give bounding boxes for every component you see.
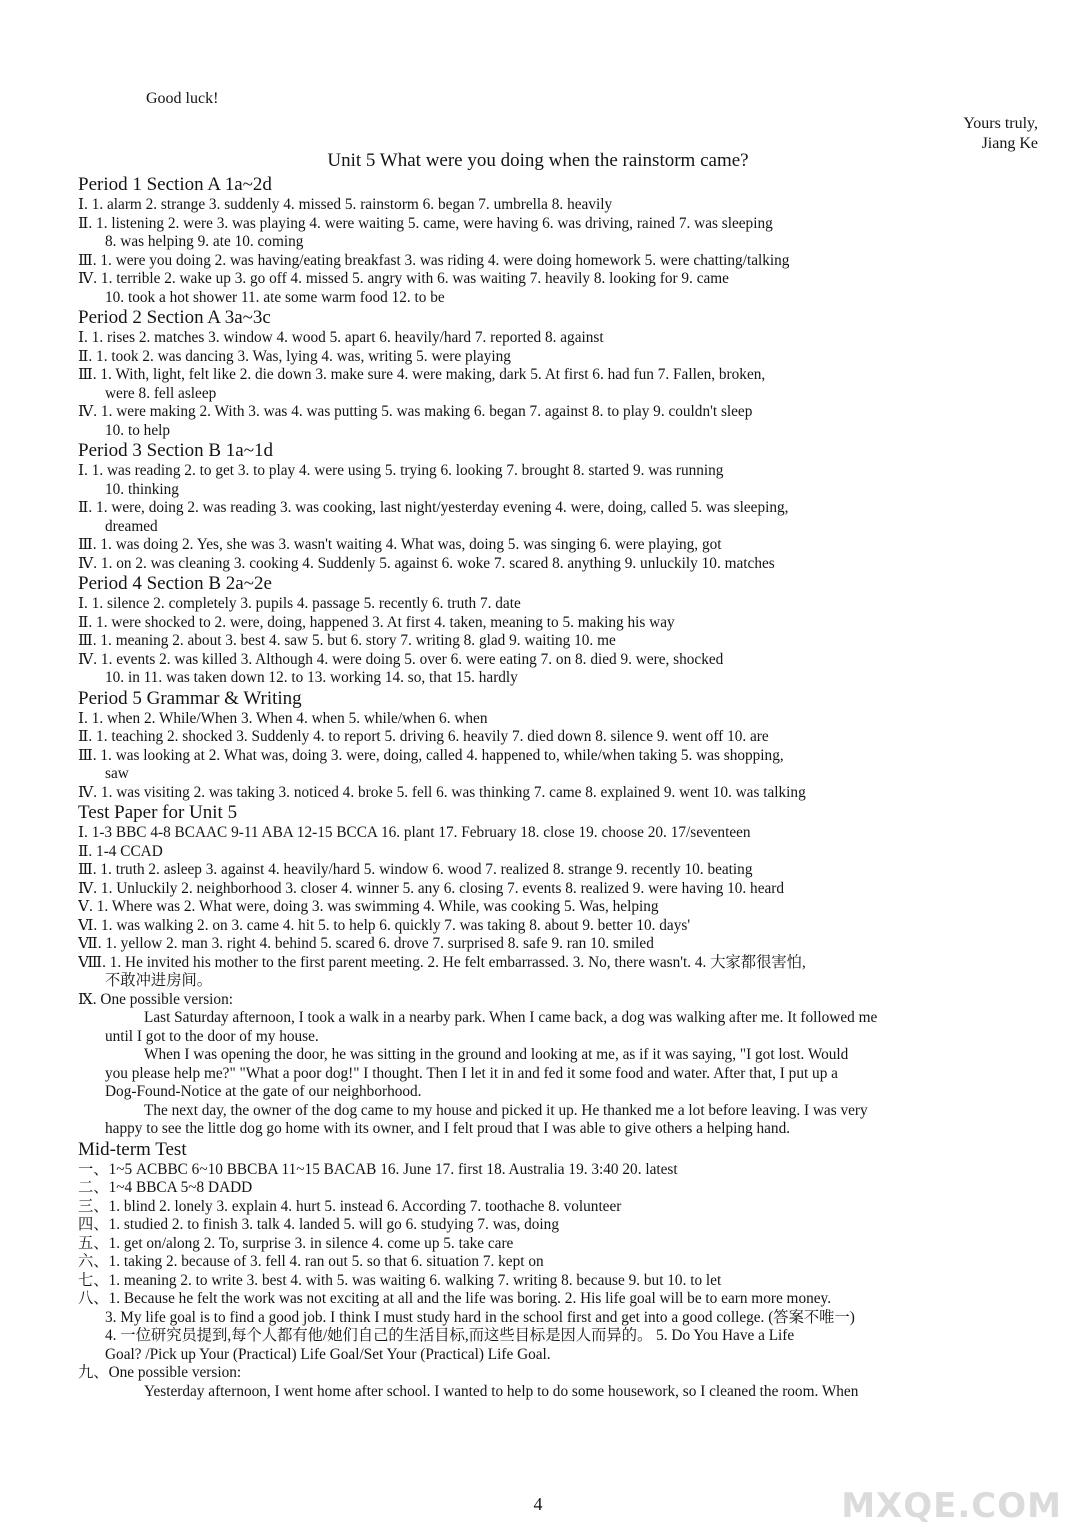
answer-line: Ⅲ. 1. were you doing 2. was having/eating breakfast 3. was riding 4. were doing homework 5. were chatting/talking — [78, 251, 790, 269]
answer-line: Ⅳ. 1. terrible 2. wake up 3. go off 4. missed 5. angry with 6. was waiting 7. heavily 8. looking for 9. came — [78, 270, 729, 287]
section-heading: Period 1 Section A 1a~2d — [78, 174, 272, 195]
answer-content — [78, 174, 1040, 1401]
essay-paragraph-line — [78, 1065, 1040, 1084]
answer-line-continued: 10. in 11. was taken down 12. to 13. working 14. so, that 15. hardly — [105, 669, 518, 686]
answer-line: Ⅱ. 1. listening 2. were 3. was playing 4. were waiting 5. came, were having 6. was driving, rained 7. was sleeping — [78, 214, 773, 232]
answer-line: Ⅷ. 1. He invited his mother to the first parent meeting. 2. He felt embarrassed. 3. No, there wasn't. 4. 大家都很害怕, — [78, 953, 806, 971]
answer-line: 九、One possible version: — [78, 1364, 242, 1381]
answer-line: Ⅰ. 1. when 2. While/When 3. When 4. when 5. while/when 6. when — [78, 709, 488, 727]
answer-line: 八、1. Because he felt the work was not exciting at all and the life was boring. 2. His life goal will be to earn more money. — [78, 1290, 832, 1307]
section-heading: Period 3 Section B 1a~1d — [78, 440, 273, 461]
answer-line: Ⅰ. 1. rises 2. matches 3. window 4. wood 5. apart 6. heavily/hard 7. reported 8. against — [78, 329, 604, 346]
answer-line-continued: 10. took a hot shower 11. ate some warm food 12. to be — [105, 288, 445, 306]
answer-line: Ⅲ. 1. truth 2. asleep 3. against 4. heavily/hard 5. window 6. wood 7. realized 8. strange 9. recently 10. beating — [78, 861, 753, 878]
answer-line-continued: were 8. fell asleep — [105, 384, 217, 402]
answer-line: Ⅰ. 1-3 BBC 4-8 BCAAC 9-11 ABA 12-15 BCCA 16. plant 17. February 18. close 19. choose 20. 17/seventeen — [78, 824, 751, 841]
answer-line: Ⅰ. 1. alarm 2. strange 3. suddenly 4. missed 5. rainstorm 6. began 7. umbrella 8. heavily — [78, 196, 613, 213]
answer-line-continued: 不敢冲进房间。 — [105, 972, 213, 989]
essay-paragraph-line — [78, 1028, 1040, 1047]
essay-line: Last Saturday afternoon, I took a walk in a nearby park. When I came back, a dog was walking after me. It followed me — [144, 1009, 878, 1026]
section-heading: Period 5 Grammar & Writing — [78, 687, 302, 709]
answer-line: Ⅱ. 1. were shocked to 2. were, doing, happened 3. At first 4. taken, meaning to 5. making his way — [78, 613, 675, 631]
answer-line-continued: 10. to help — [105, 421, 171, 439]
essay-line: Dog-Found-Notice at the gate of our neighborhood. — [105, 1083, 422, 1100]
answer-line: 三、1. blind 2. lonely 3. explain 4. hurt 5. instead 6. According 7. toothache 8. volunteer — [78, 1197, 622, 1215]
answer-line: Ⅲ. 1. meaning 2. about 3. best 4. saw 5. but 6. story 7. writing 8. glad 9. waiting 10. me — [78, 632, 616, 649]
answer-line: Ⅰ. 1. silence 2. completely 3. pupils 4. passage 5. recently 6. truth 7. date — [78, 595, 521, 612]
essay-paragraph-start — [78, 1046, 1040, 1065]
answer-line: Ⅳ. 1. on 2. was cleaning 3. cooking 4. Suddenly 5. against 6. woke 7. scared 8. anything 9. unluckily 10. matches — [78, 554, 775, 572]
essay-line: When I was opening the door, he was sitting in the ground and looking at me, as if it was saying, "I got lost. Would — [144, 1046, 849, 1063]
answer-line-continued: 3. My life goal is to find a good job. I think I must study hard in the school first and get into a good college. (答案不唯一) — [105, 1308, 855, 1326]
answer-line-continued: 10. thinking — [105, 480, 179, 498]
unit-title: Unit 5 What were you doing when the rainstorm came? — [327, 150, 749, 171]
answer-line-continued: 4. 一位研究员提到,每个人都有他/她们自己的生活目标,而这些目标是因人而异的。 5. Do You Have a Life — [105, 1327, 795, 1344]
essay-line: Yesterday afternoon, I went home after school. I wanted to help to do some housework, so I cleaned the room. When — [144, 1382, 859, 1400]
watermark-logo: MXQE.COM — [841, 1486, 1062, 1526]
letter-closing: Yours truly, — [963, 115, 1038, 132]
answer-line-continued: saw — [105, 765, 129, 782]
answer-line: 二、1~4 BBCA 5~8 DADD — [78, 1179, 253, 1196]
answer-line: Ⅲ. 1. was looking at 2. What was, doing 3. were, doing, called 4. happened to, while/when taking 5. was shopping, — [78, 746, 784, 764]
answer-line: Ⅳ. 1. Unluckily 2. neighborhood 3. closer 4. winner 5. any 6. closing 7. events 8. realized 9. were having 10. heard — [78, 879, 785, 897]
letter-signature: Jiang Ke — [981, 135, 1038, 152]
essay-line: happy to see the little dog go home with its owner, and I felt proud that I was able to give others a helping hand. — [105, 1120, 791, 1137]
answer-line: 七、1. meaning 2. to write 3. best 4. with 5. was waiting 6. walking 7. writing 8. because 9. but 10. to let — [78, 1271, 722, 1289]
answer-line: Ⅴ. 1. Where was 2. What were, doing 3. was swimming 4. While, was cooking 5. Was, helping — [78, 898, 659, 915]
answer-line: 六、1. taking 2. because of 3. fell 4. ran out 5. so that 6. situation 7. kept on — [78, 1253, 544, 1270]
answer-line: Ⅳ. 1. were making 2. With 3. was 4. was putting 5. was making 6. began 7. against 8. to play 9. couldn't sleep — [78, 403, 753, 420]
answer-line: 四、1. studied 2. to finish 3. talk 4. landed 5. will go 6. studying 7. was, doing — [78, 1216, 559, 1233]
essay-line: until I got to the door of my house. — [105, 1027, 319, 1045]
answer-line: Ⅶ. 1. yellow 2. man 3. right 4. behind 5. scared 6. drove 7. surprised 8. safe 9. ran 10. smiled — [78, 935, 654, 952]
answer-line-continued: dreamed — [105, 517, 158, 535]
answer-line: Ⅵ. 1. was walking 2. on 3. came 4. hit 5. to help 6. quickly 7. was taking 8. about 9. better 10. days' — [78, 916, 691, 934]
answer-line-continued: Goal? /Pick up Your (Practical) Life Goal/Set Your (Practical) Life Goal. — [105, 1345, 551, 1363]
essay-paragraph-start — [78, 1102, 1040, 1121]
answer-line: Ⅱ. 1-4 CCAD — [78, 842, 163, 860]
answer-line: Ⅱ. 1. took 2. was dancing 3. Was, lying 4. was, writing 5. were playing — [78, 347, 511, 365]
essay-line: you please help me?" "What a poor dog!" I thought. Then I let it in and fed it some food and water. After that, I put up a — [105, 1064, 838, 1082]
answer-line: Ⅳ. 1. events 2. was killed 3. Although 4. were doing 5. over 6. were eating 7. on 8. died 9. were, shocked — [78, 650, 724, 668]
letter-greeting: Good luck! — [146, 90, 219, 107]
section-heading: Period 4 Section B 2a~2e — [78, 573, 272, 594]
answer-line-continued: 8. was helping 9. ate 10. coming — [105, 233, 304, 250]
answer-line: Ⅲ. 1. was doing 2. Yes, she was 3. wasn't waiting 4. What was, doing 5. was singing 6. were playing, got — [78, 536, 722, 553]
answer-line: Ⅲ. 1. With, light, felt like 2. die down 3. make sure 4. were making, dark 5. At first 6. had fun 7. Fallen, broken, — [78, 366, 766, 383]
essay-paragraph-start — [78, 1383, 1040, 1402]
answer-line: Ⅱ. 1. teaching 2. shocked 3. Suddenly 4. to report 5. driving 6. heavily 7. died down 8. silence 9. went off 10. are — [78, 728, 769, 745]
page-number: 4 — [533, 1494, 543, 1514]
answer-line: Ⅱ. 1. were, doing 2. was reading 3. was cooking, last night/yesterday evening 4. were, doing, called 5. was sleeping, — [78, 499, 789, 516]
answer-line: 一、1~5 ACBBC 6~10 BBCBA 11~15 BACAB 16. June 17. first 18. Australia 19. 3:40 20. latest — [78, 1160, 678, 1178]
essay-line: The next day, the owner of the dog came to my house and picked it up. He thanked me a lot before leaving. I was very — [144, 1101, 868, 1119]
answer-line: 五、1. get on/along 2. To, surprise 3. in silence 4. come up 5. take care — [78, 1234, 514, 1252]
section-heading: Mid-term Test — [78, 1138, 187, 1160]
answer-line: Ⅸ. One possible version: — [78, 990, 233, 1008]
answer-line: Ⅰ. 1. was reading 2. to get 3. to play 4. were using 5. trying 6. looking 7. brought 8. started 9. was running — [78, 462, 724, 479]
section-heading: Period 2 Section A 3a~3c — [78, 307, 271, 328]
essay-paragraph-line — [78, 1083, 1040, 1102]
essay-paragraph-line — [78, 1120, 1040, 1139]
letter-signoff — [963, 114, 1038, 154]
section-heading: Test Paper for Unit 5 — [78, 802, 238, 823]
essay-paragraph-start — [78, 1009, 1040, 1028]
answer-line: Ⅳ. 1. was visiting 2. was taking 3. noticed 4. broke 5. fell 6. was thinking 7. came 8. explained 9. went 10. was talking — [78, 783, 806, 801]
